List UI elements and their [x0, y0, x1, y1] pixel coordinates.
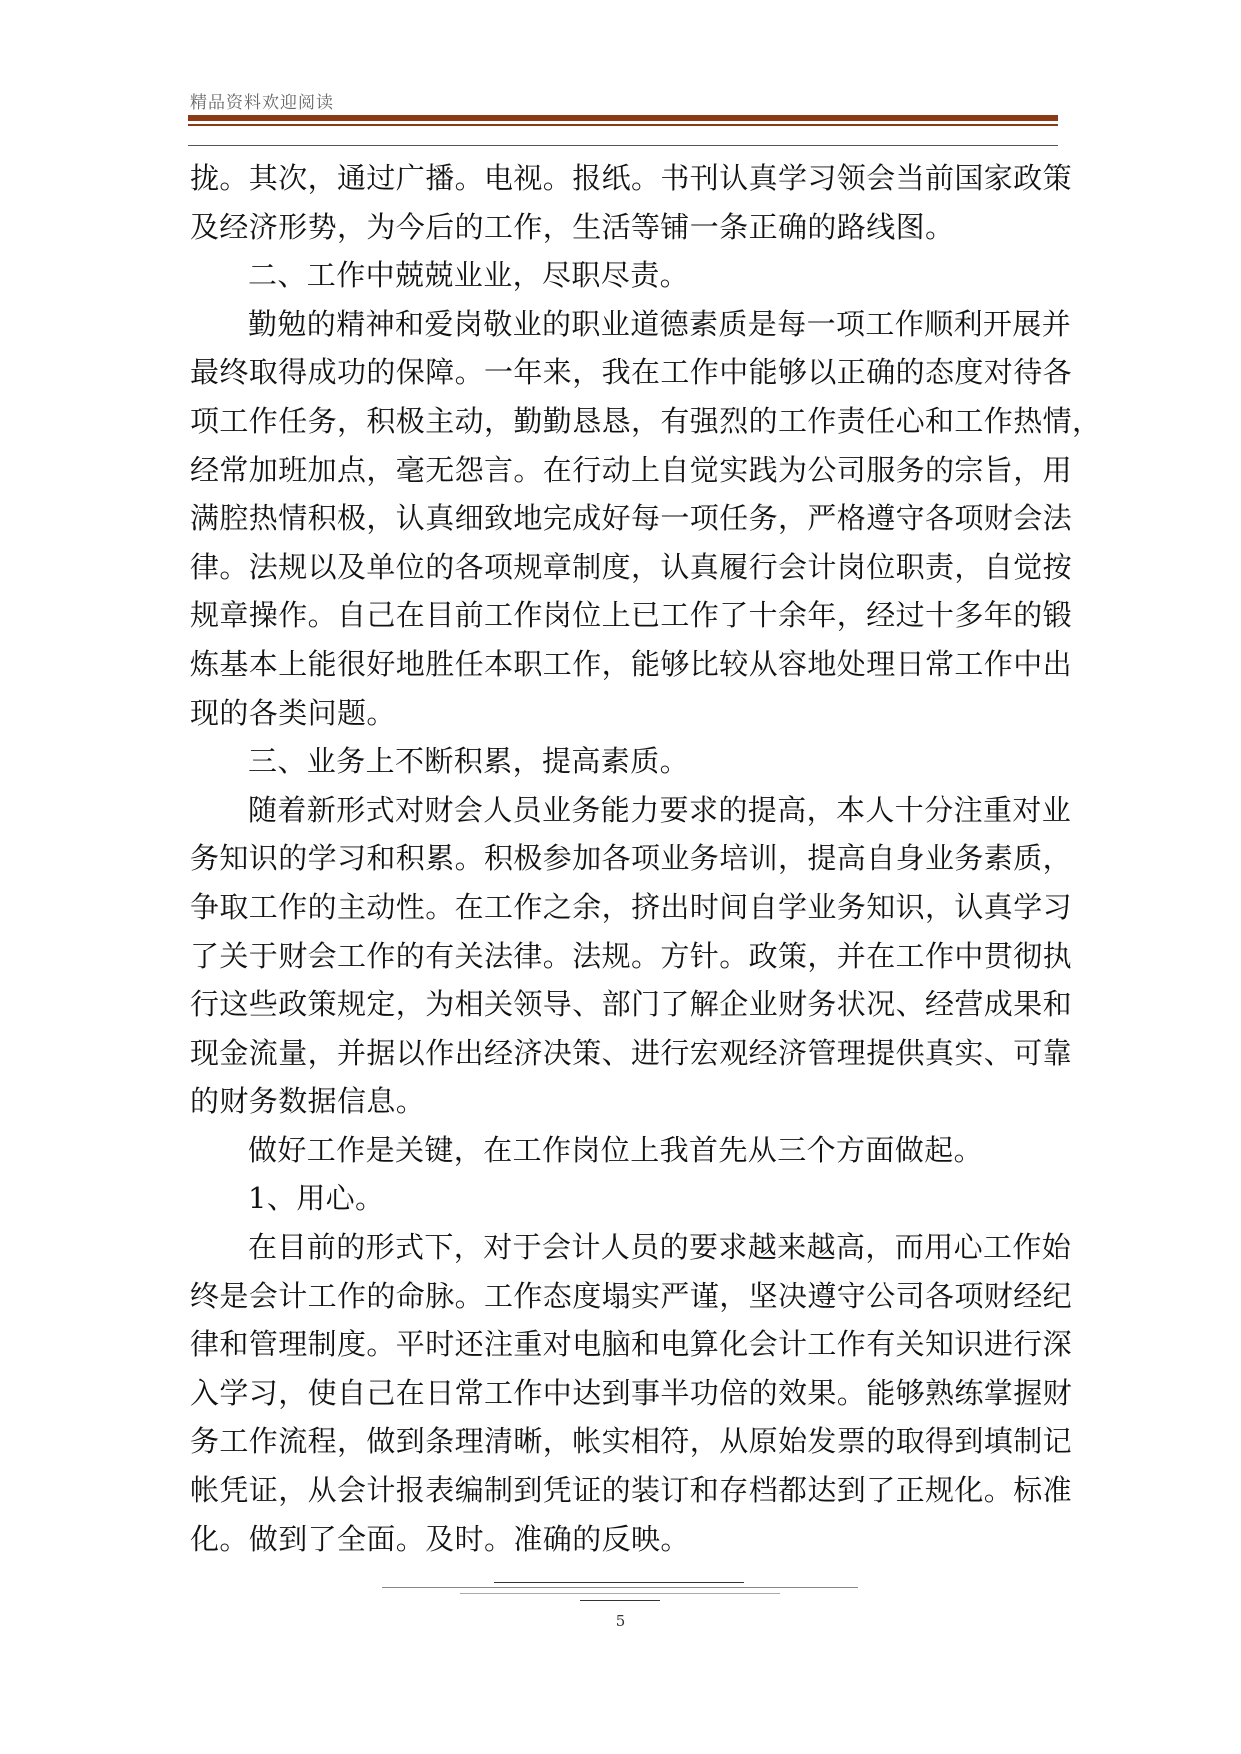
footer-rule-mid — [494, 1582, 744, 1583]
body-line: 化。做到了全面。及时。准确的反映。 — [190, 1521, 690, 1556]
header-rule-thick — [188, 115, 1058, 121]
body-line: 满腔热情积极，认真细致地完成好每一项任务，严格遵守各项财会法 — [190, 501, 1073, 536]
section-heading: 1、用心。 — [248, 1181, 385, 1216]
footer-rule-long — [382, 1587, 858, 1588]
body-line: 终是会计工作的命脉。工作态度塌实严谨，坚决遵守公司各项财经纪 — [190, 1278, 1073, 1313]
footer-rule-short — [460, 1593, 780, 1594]
body-line: 争取工作的主动性。在工作之余，挤出时间自学业务知识，认真学习 — [190, 889, 1073, 924]
body-line: 拢。其次，通过广播。电视。报纸。书刊认真学习领会当前国家政策 — [190, 161, 1073, 195]
header-rule-thin — [188, 124, 1058, 126]
body-line: 经常加班加点，毫无怨言。在行动上自觉实践为公司服务的宗旨，用 — [190, 452, 1073, 487]
body-line: 在目前的形式下，对于会计人员的要求越来越高，而用心工作始 — [248, 1230, 1072, 1265]
body-line: 行这些政策规定，为相关领导、部门了解企业财务状况、经营成果和 — [190, 987, 1073, 1022]
body-line: 务工作流程，做到条理清晰，帐实相符，从原始发票的取得到填制记 — [190, 1424, 1073, 1459]
document-body — [190, 154, 1102, 1563]
body-line: 现金流量，并据以作出经济决策、进行宏观经济管理提供真实、可靠 — [190, 1035, 1073, 1070]
page-number: 5 — [615, 1612, 626, 1630]
footer-rule-center — [580, 1600, 660, 1601]
page-header-title: 精品资料欢迎阅读 — [190, 93, 334, 113]
section-heading: 三、业务上不断积累，提高素质。 — [248, 744, 690, 779]
body-line: 现的各类问题。 — [190, 695, 396, 730]
body-line: 最终取得成功的保障。一年来，我在工作中能够以正确的态度对待各 — [190, 355, 1073, 390]
body-line: 及经济形势，为今后的工作，生活等铺一条正确的路线图。 — [190, 209, 955, 244]
body-line: 炼基本上能很好地胜任本职工作，能够比较从容地处理日常工作中出 — [190, 646, 1073, 681]
body-line: 了关于财会工作的有关法律。法规。方针。政策，并在工作中贯彻执 — [190, 938, 1073, 973]
body-line: 律。法规以及单位的各项规章制度，认真履行会计岗位职责，自觉按 — [190, 549, 1073, 584]
body-line: 的财务数据信息。 — [190, 1084, 426, 1119]
body-line: 做好工作是关键，在工作岗位上我首先从三个方面做起。 — [248, 1132, 984, 1167]
body-line: 随着新形式对财会人员业务能力要求的提高，本人十分注重对业 — [248, 792, 1072, 827]
body-line: 帐凭证，从会计报表编制到凭证的装订和存档都达到了正规化。标准 — [190, 1473, 1073, 1508]
body-line: 规章操作。自己在目前工作岗位上已工作了十余年，经过十多年的锻 — [190, 598, 1073, 633]
header-rule-underline — [188, 145, 1058, 146]
body-line: 律和管理制度。平时还注重对电脑和电算化会计工作有关知识进行深 — [190, 1327, 1073, 1362]
body-line: 务知识的学习和积累。积极参加各项业务培训，提高自身业务素质， — [190, 841, 1073, 876]
body-line: 勤勉的精神和爱岗敬业的职业道德素质是每一项工作顺利开展并 — [248, 306, 1072, 341]
body-line: 项工作任务，积极主动，勤勤恳恳，有强烈的工作责任心和工作热情， — [190, 403, 1102, 438]
section-heading: 二、工作中兢兢业业，尽职尽责。 — [248, 258, 690, 293]
body-line: 入学习，使自己在日常工作中达到事半功倍的效果。能够熟练掌握财 — [190, 1375, 1073, 1410]
